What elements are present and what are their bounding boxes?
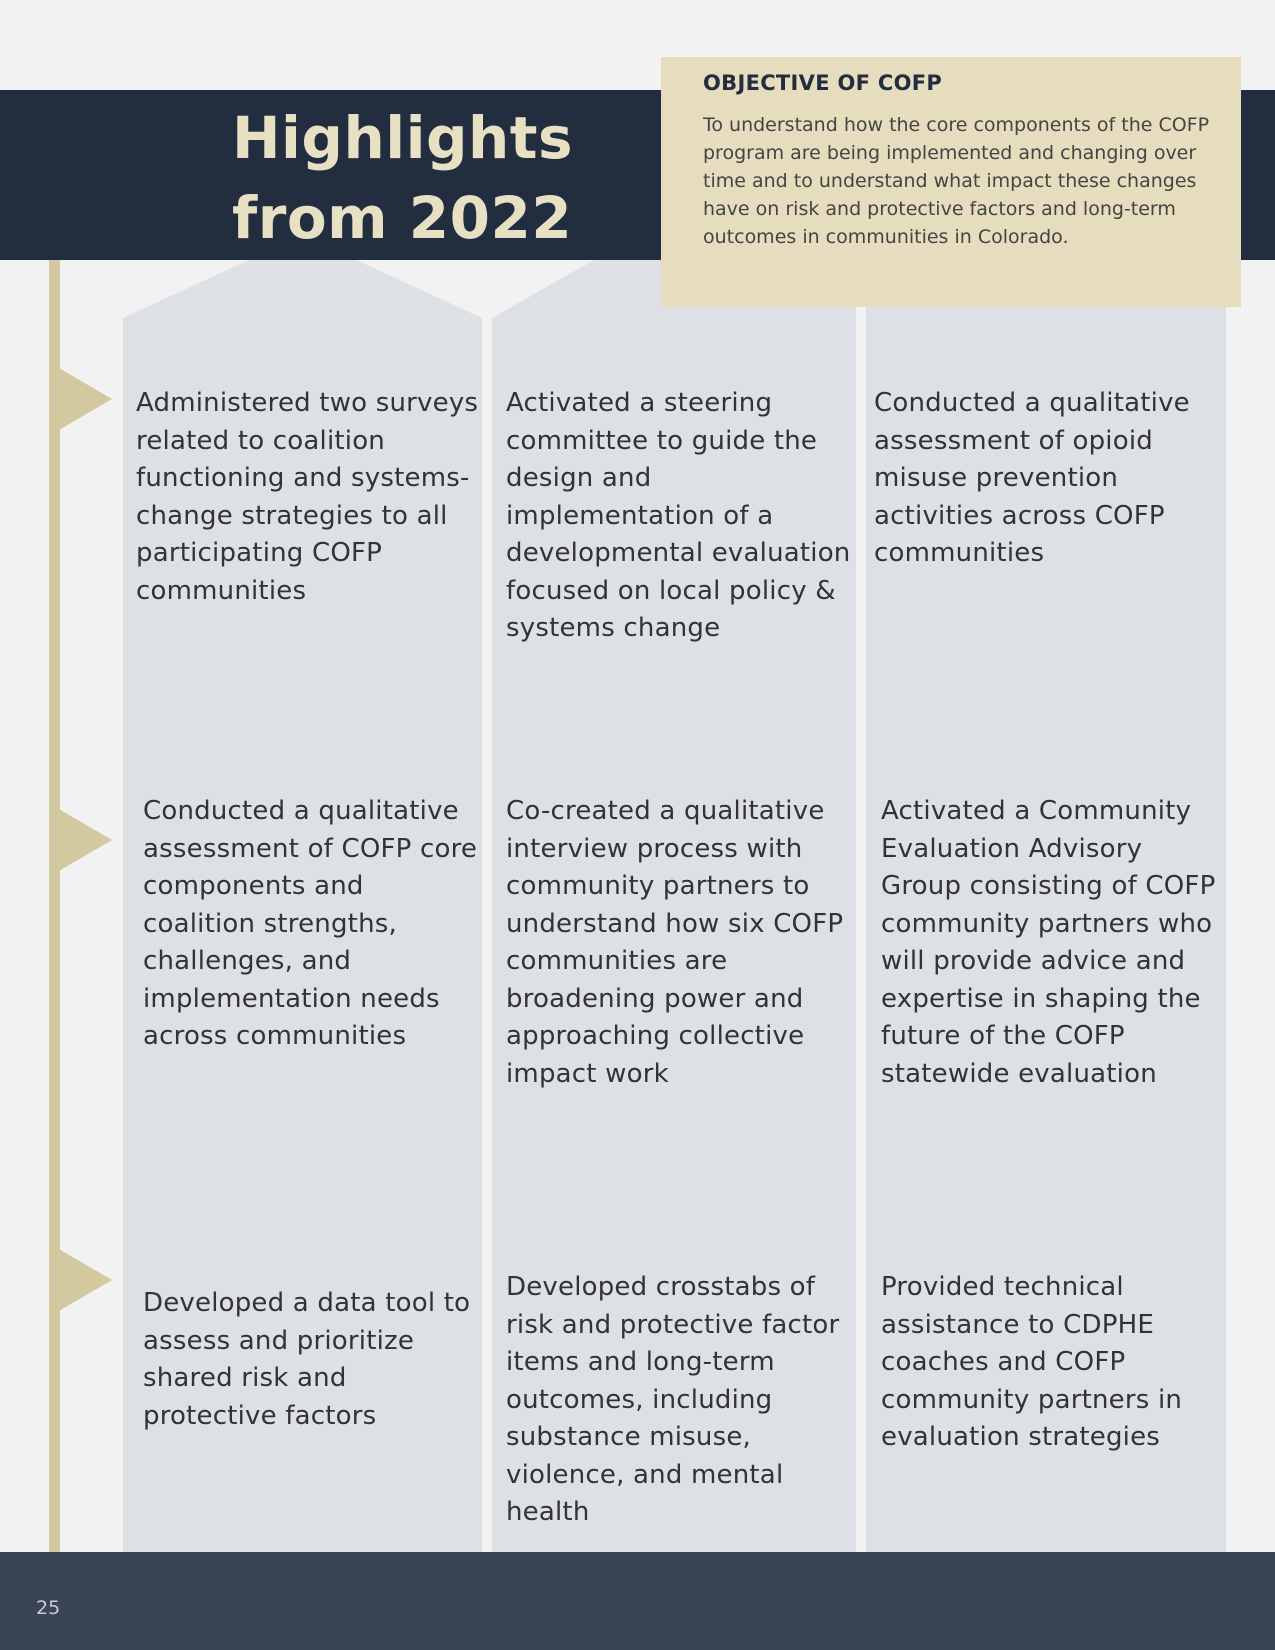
page-title: [232, 98, 573, 258]
timeline-line: [49, 260, 60, 1552]
highlight-item: Administered two surveys related to coalition functioning and systems-change strategies to all participating COFP communities: [136, 388, 479, 606]
objective-text: To understand how the core components of the COFP program are being implemented and changing over time and to understand what impact these changes have on risk and protective factors and long-term outcomes in communities in Colorado.: [703, 114, 1210, 248]
page-title-line-1: Highlights: [232, 104, 574, 172]
objective-box: [661, 57, 1241, 307]
highlight-item: Activated a Community Evaluation Advisory Group consisting of COFP community partners who will provide advice and expertise in shaping the future of the COFP statewide evaluation: [881, 796, 1216, 1089]
highlight-item: Activated a steering committee to guide the design and implementation of a developmental evaluation focused on local policy & systems change: [506, 388, 851, 643]
timeline-marker-3: [59, 1249, 112, 1311]
highlight-item: Co-created a qualitative interview process with community partners to understand how six COFP communities are broadening power and approaching collective impact work: [506, 796, 844, 1089]
highlight-item: Developed a data tool to assess and prioritize shared risk and protective factors: [143, 1288, 471, 1431]
highlight-item: Conducted a qualitative assessment of opioid misuse prevention activities across COFP communities: [874, 388, 1190, 568]
page-number: 25: [36, 1597, 61, 1619]
page-title-line-2: from 2022: [232, 184, 573, 252]
footer-bar: [0, 1552, 1275, 1650]
highlight-item: Conducted a qualitative assessment of COFP core components and coalition strengths, challenges, and implementation needs across communities: [143, 796, 478, 1051]
objective-heading: OBJECTIVE OF COFP: [703, 71, 943, 95]
timeline-marker-1: [59, 368, 112, 430]
highlight-item: Provided technical assistance to CDPHE coaches and COFP community partners in evaluation strategies: [881, 1272, 1183, 1452]
highlight-item: Developed crosstabs of risk and protective factor items and long-term outcomes, including substance misuse, violence, and mental health: [506, 1272, 840, 1527]
timeline-marker-2: [59, 809, 112, 871]
